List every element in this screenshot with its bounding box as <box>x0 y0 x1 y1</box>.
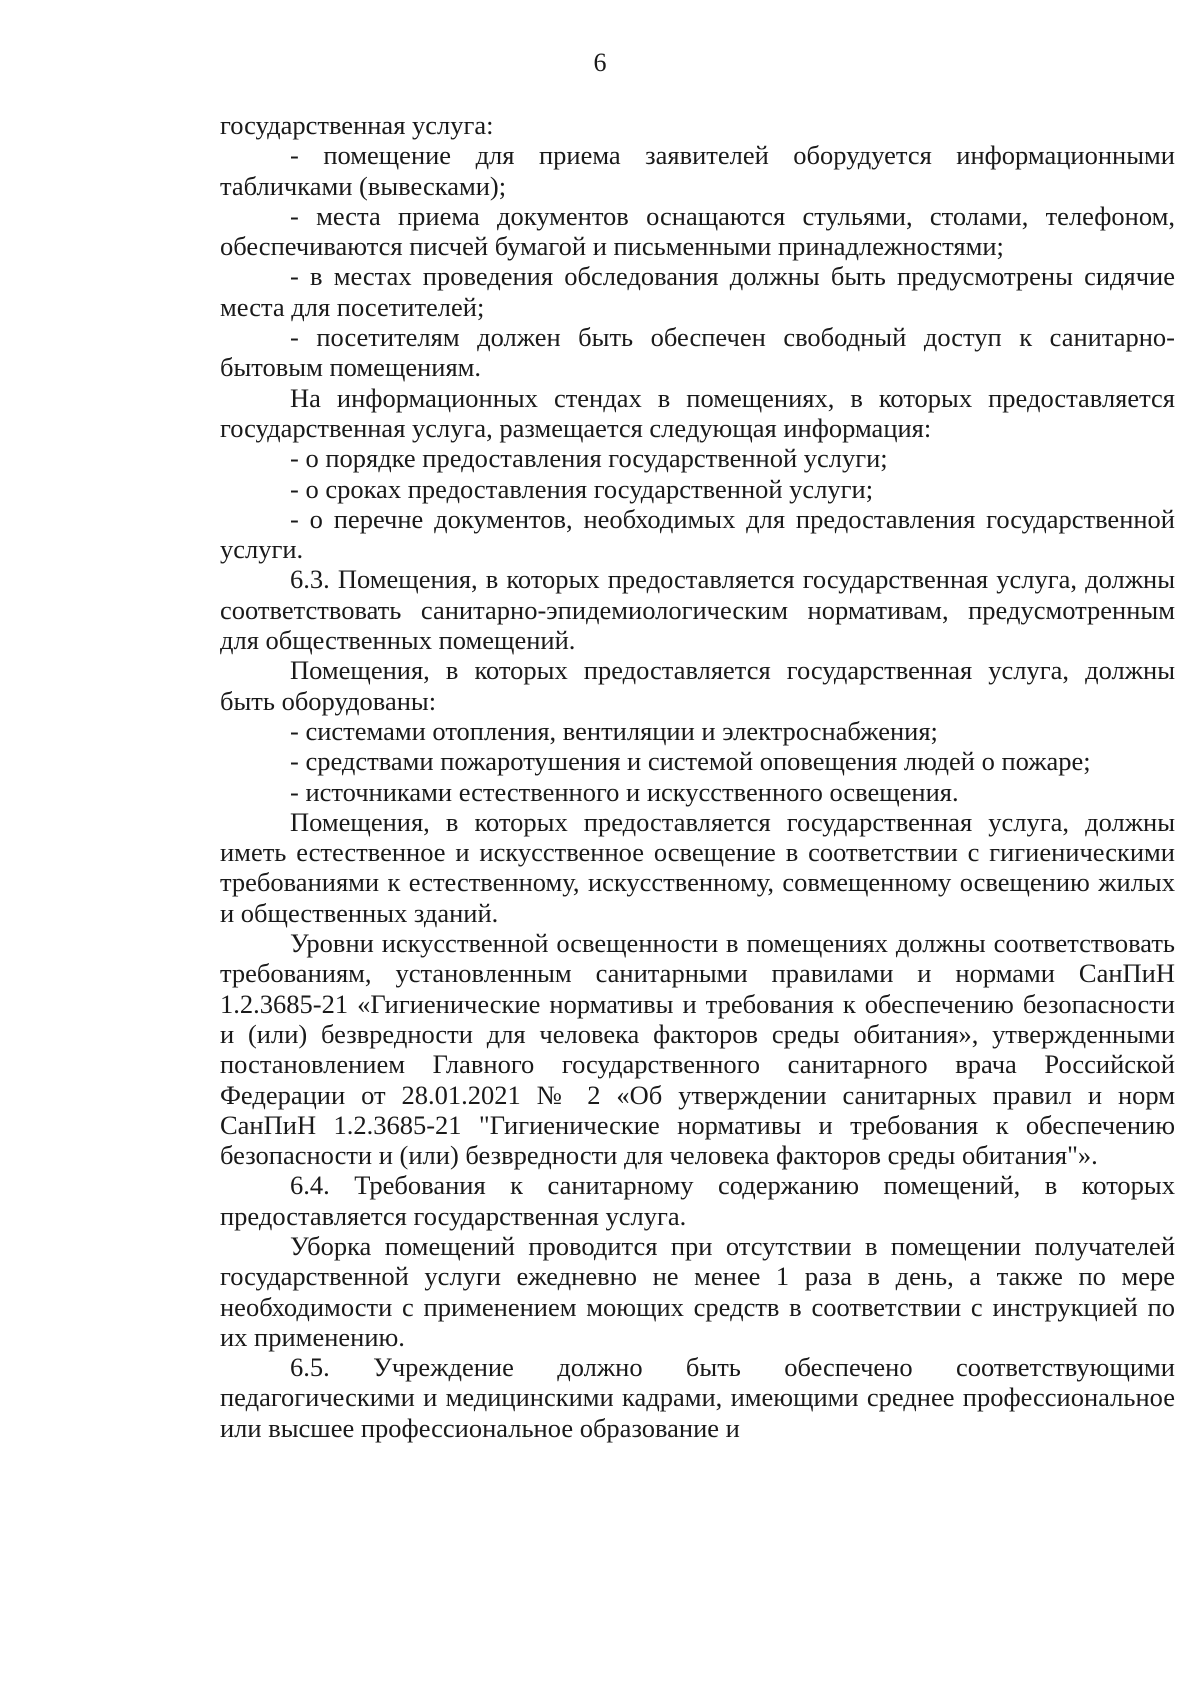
paragraph-item-documents: - о перечне документов, необходимых для предоставления государственной услуги. <box>220 503 1175 565</box>
paragraph-item-deadlines: - о сроках предоставления государственной услуги; <box>290 473 874 504</box>
paragraph-item-procedure: - о порядке предоставления государственной услуги; <box>290 443 888 474</box>
paragraph-item-signage: - помещение для приема заявителей оборудуется информационными табличками (вывесками); <box>220 140 1175 201</box>
paragraph-item-sanitary-access: - посетителям должен быть обеспечен свободный доступ к санитарно-бытовым помещениям. <box>220 322 1175 383</box>
paragraph-cleaning: Уборка помещений проводится при отсутствии в помещении получателей государственной услуги ежедневно не менее 1 раза в день, а также по мере необходимости с применением моющих средств в соответствии с инструкцией по их применению. <box>220 1230 1175 1352</box>
paragraph-item-lighting-sources: - источниками естественного и искусственного освещения. <box>290 776 959 807</box>
paragraph-continuation: государственная услуга: <box>220 110 494 140</box>
document-body <box>220 110 1175 1443</box>
paragraph-lighting-requirements: Помещения, в которых предоставляется государственная услуга, должны иметь естественное и искусственное освещение в соответствии с гигиеническими требованиями к естественному, искусственному, совмещенному освещению жилых и общественных зданий. <box>220 806 1175 928</box>
paragraph-equipment: Помещения, в которых предоставляется государственная услуга, должны быть оборудованы: <box>220 655 1175 716</box>
paragraph-lighting-levels: Уровни искусственной освещенности в помещениях должны соответствовать требованиям, установленным санитарными правилами и нормами СанПиН 1.2.3685-21 «Гигиенические нормативы и требования к обеспечению безопасности и (или) безвредности для человека факторов среды обитания», утвержденными постановлением Главного государственного санитарного врача Российской Федерации от 28.01.2021 № 2 «Об утверждении санитарных правил и норм СанПиН 1.2.3685-21 "Гигиенические нормативы и требования к обеспечению безопасности и (или) безвредности для человека факторов среды обитания"». <box>220 928 1175 1171</box>
paragraph-item-heating: - системами отопления, вентиляции и электроснабжения; <box>290 715 938 746</box>
page-number: 6 <box>593 48 607 77</box>
paragraph-item-furniture: - места приема документов оснащаются стульями, столами, телефоном, обеспечиваются писчей бумагой и письменными принадлежностями; <box>220 200 1175 262</box>
paragraph-info-stands: На информационных стендах в помещениях, в которых предоставляется государственная услуга, размещается следующая информация: <box>220 382 1175 443</box>
paragraph-item-seating: - в местах проведения обследования должны быть предусмотрены сидячие места для посетителей; <box>220 261 1175 322</box>
paragraph-section-6-3: 6.3. Помещения, в которых предоставляется государственная услуга, должны соответствовать санитарно-эпидемиологическим нормативам, предусмотренным для общественных помещений. <box>220 564 1175 656</box>
paragraph-section-6-4: 6.4. Требования к санитарному содержанию помещений, в которых предоставляется государственная услуга. <box>220 1170 1175 1231</box>
paragraph-section-6-5: 6.5. Учреждение должно быть обеспечено соответствующими педагогическими и медицинскими кадрами, имеющими среднее профессиональное или высшее профессиональное образование и <box>220 1352 1175 1443</box>
paragraph-item-fire-safety: - средствами пожаротушения и системой оповещения людей о пожаре; <box>290 746 1091 777</box>
